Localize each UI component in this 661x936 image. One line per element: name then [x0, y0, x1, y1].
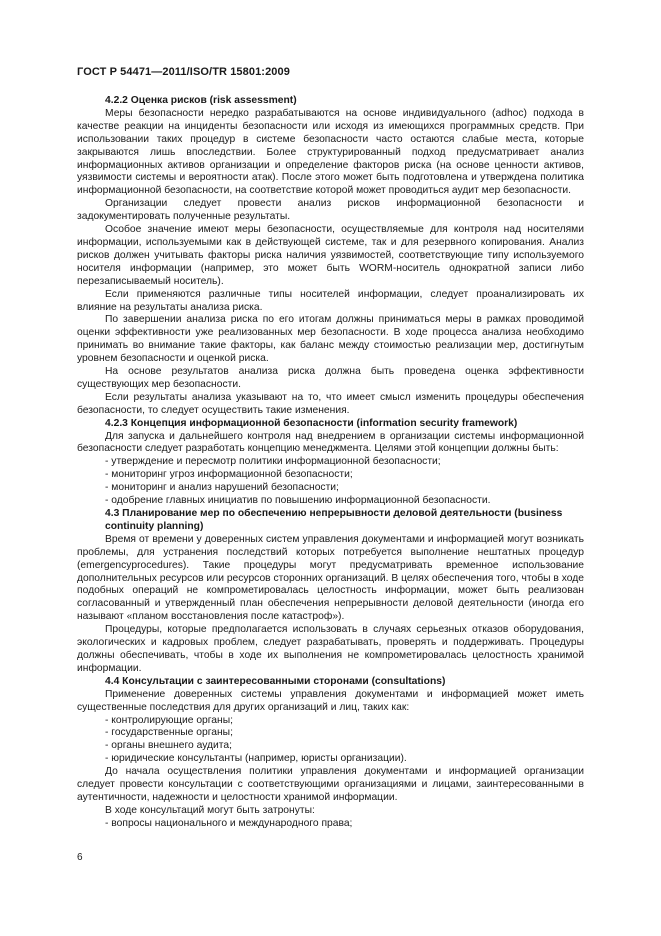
paragraph: До начала осуществления политики управления документами и информацией организации следует провести консультации с соответствующими организациями и лицами, заинтересованными в аутентичности, надежности и целостности хранимой информации.	[77, 766, 584, 803]
section-heading: 4.4 Консультации с заинтересованными сторонами (consultations)	[105, 675, 446, 687]
paragraph: Особое значение имеют меры безопасности, осуществляемые для контроля над носителями информации, используемыми как в действующей системе, так и для резервного копирования. Анализ рисков должен учитывать факторы риска наличия уязвимостей, соответствующие типу используемого носителя информации (например, это может быть WORM-носитель однократной записи либо перезаписываемый носитель).	[77, 224, 584, 287]
document-body	[77, 95, 584, 831]
paragraph: В ходе консультаций могут быть затронуты:	[105, 804, 315, 816]
section-heading: 4.2.2 Оценка рисков (risk assessment)	[105, 95, 297, 106]
list-item: - контролирующие органы;	[105, 714, 233, 726]
list-item: - вопросы национального и международного права;	[105, 817, 353, 829]
section-heading: 4.2.3 Концепция информационной безопасности (information security framework)	[105, 417, 518, 429]
paragraph: Для запуска и дальнейшего контроля над внедрением в организации системы информационной безопасности следует разработать концепцию менеджмента. Целями этой концепции должны быть:	[77, 430, 584, 455]
list-item: - мониторинг и анализ нарушений безопасности;	[105, 482, 339, 494]
list-item: - мониторинг угроз информационной безопасности;	[105, 469, 353, 481]
paragraph: Применение доверенных системы управления документами и информацией может иметь существенные последствия для других организаций и лиц, таких как:	[77, 688, 584, 713]
paragraph: На основе результатов анализа риска должна быть проведена оценка эффективности существующих мер безопасности.	[77, 366, 584, 390]
section-heading: 4.3 Планирование мер по обеспечению непрерывности деловой деятельности (business continuity planning)	[105, 508, 563, 532]
paragraph: По завершении анализа риска по его итогам должны приниматься меры в рамках проводимой оценки эффективности уже реализованных мер безопасности. В ходе процесса анализа необходимо принимать во внимание такие факторы, как баланс между стоимостью реализации мер, достигнутым уровнем безопасности и оценкой риска.	[77, 314, 584, 365]
list-item: - одобрение главных инициатив по повышению информационной безопасности.	[105, 495, 491, 507]
page-number: 6	[77, 852, 83, 863]
paragraph: Организации следует провести анализ рисков информационной безопасности и задокументировать полученные результаты.	[77, 198, 584, 223]
paragraph: Если результаты анализа указывают на то, что имеет смысл изменить процедуры обеспечения безопасности, то следует осуществить такие изменения.	[77, 391, 584, 416]
list-item: - государственные органы;	[105, 727, 233, 739]
paragraph: Процедуры, которые предполагается использовать в случаях серьезных отказов оборудования, экологических и кадровых проблем, следует разрабатывать, проверять и поддерживать. Процедуры должны обеспечивать, чтобы в ходе их выполнения не компрометировалась целостность хранимой информации.	[77, 624, 584, 674]
list-item: - органы внешнего аудита;	[105, 740, 232, 752]
list-item: - юридические консультанты (например, юристы организации).	[105, 753, 407, 765]
document-header: ГОСТ Р 54471—2011/ISO/TR 15801:2009	[77, 66, 290, 78]
paragraph: Время от времени у доверенных систем управления документами и информацией могут возникать проблемы, для устранения последствий которых потребуется выполнение нештатных процедур (emergencyprocedures). Такие процедуры могут предусматривать временное использование дополнительных ресурсов или ресурсов сторонних организаций. В целях обеспечения того, чтобы в ходе подобных операций не компрометировалась целостность информации, может быть реализован согласованный и утвержденный план обеспечения непрерывности деловой деятельности (иногда его называют «планом восстановления после катастроф»).	[77, 533, 584, 623]
paragraph: Если применяются различные типы носителей информации, следует проанализировать их влияние на результаты анализа риска.	[77, 288, 584, 313]
list-item: - утверждение и пересмотр политики информационной безопасности;	[105, 456, 441, 468]
paragraph: Меры безопасности нередко разрабатываются на основе индивидуального (adhoc) подхода в качестве реакции на инциденты безопасности или исходя из имеющихся программных средств. При использовании таких процедур в системе безопасности часто остаются слабые места, которые закрываются лишь впоследствии. Более структурированный подход предусматривает анализ информационных активов организации и определение факторов риска (на основе ценности активов, уязвимости системы и вероятности атак). После этого может быть подготовлена и утверждена политика информационной безопасности, на соответствие которой может проводиться аудит мер безопасности.	[77, 107, 584, 197]
